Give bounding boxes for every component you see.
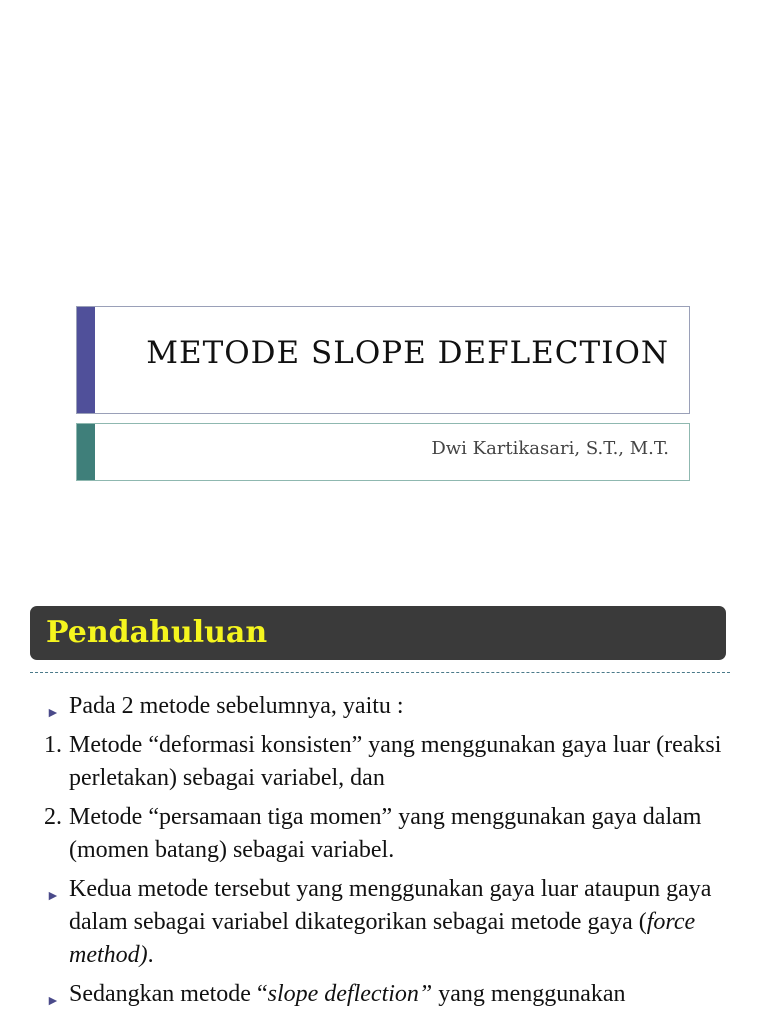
item-number: 1.	[44, 732, 62, 758]
item-text: Metode “deformasi konsisten” yang menggunakan gaya luar (reaksi perletakan) sebagai variabel, dan	[69, 732, 722, 791]
slide-content	[44, 690, 744, 1017]
slide-subtitle: Dwi Kartikasari, S.T., M.T.	[431, 438, 669, 459]
bullet-item	[44, 873, 744, 972]
bullet-triangle-icon: ►	[46, 994, 60, 1009]
title-box	[76, 306, 690, 414]
bullet-item	[44, 690, 744, 723]
bullet-text: Kedua metode tersebut yang menggunakan gaya luar ataupun gaya dalam sebagai variabel dikategorikan sebagai metode gaya (	[69, 876, 712, 935]
bullet-emphasis: force method)	[69, 909, 696, 968]
bullet-text-end: yang menggunakan	[432, 981, 626, 1007]
bullet-item	[44, 978, 744, 1011]
slide-title: METODE SLOPE DEFLECTION	[146, 335, 669, 371]
numbered-item	[44, 801, 744, 867]
bullet-emphasis: slope deflection”	[267, 981, 433, 1007]
numbered-item	[44, 729, 744, 795]
bullet-triangle-icon: ►	[46, 889, 60, 904]
section-title: Pendahuluan	[46, 615, 268, 650]
section-header	[30, 606, 726, 660]
subtitle-accent-bar	[77, 424, 95, 480]
item-number: 2.	[44, 804, 62, 830]
bullet-triangle-icon: ►	[46, 706, 60, 721]
bullet-text: Sedangkan metode “	[69, 981, 268, 1007]
item-text: Metode “persamaan tiga momen” yang menggunakan gaya dalam (momen batang) sebagai variabel.	[69, 804, 702, 863]
title-accent-bar	[77, 307, 95, 413]
bullet-text-end: .	[147, 942, 154, 968]
dashed-divider	[30, 672, 730, 673]
subtitle-box	[76, 423, 690, 481]
bullet-text: Pada 2 metode sebelumnya, yaitu :	[69, 693, 404, 719]
